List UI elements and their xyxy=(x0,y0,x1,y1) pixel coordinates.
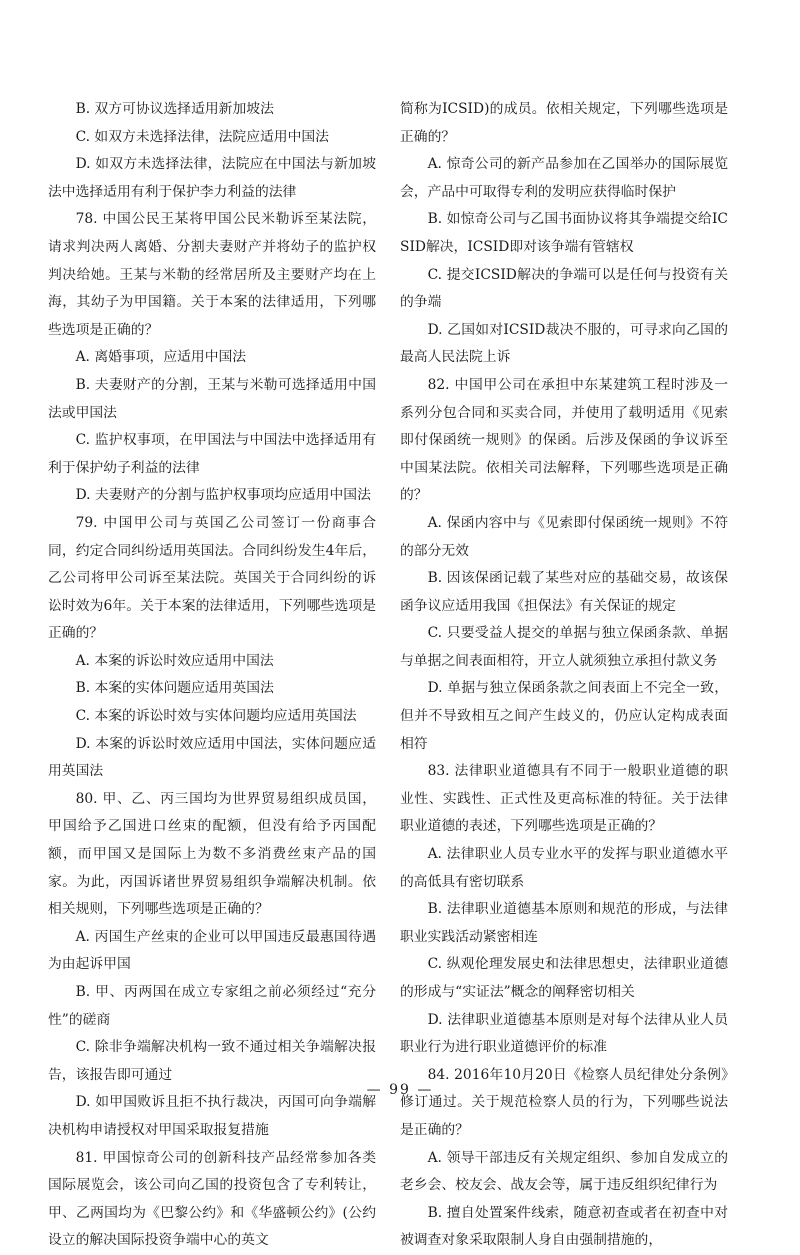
left-column-paragraph: B. 甲、丙两国在成立专家组之前必须经过“充分性”的磋商 xyxy=(48,984,376,1028)
left-column-paragraph: C. 本案的诉讼时效与实体问题均应适用英国法 xyxy=(75,708,357,725)
left-column-paragraph: 78. 中国公民王某将甲国公民米勒诉至某法院，请求判决两人离婚、分割夫妻财产并将幼子的监护权判决给她。王某与米勒的经常居所及主要财产均在上海，其幼子为甲国籍。关于本案的法律适用，下列哪些选项是正确的？ xyxy=(48,211,376,338)
right-column-paragraph: C. 只要受益人提交的单据与独立保函条款、单据与单据之间表面相符，开立人就须独立承担付款义务 xyxy=(400,625,728,669)
left-column-paragraph: D. 如甲国败诉且拒不执行裁决，丙国可向争端解决机构申请授权对甲国采取报复措施 xyxy=(48,1094,376,1138)
left-column-paragraph: A. 丙国生产丝束的企业可以甲国违反最惠国待遇为由起诉甲国 xyxy=(48,928,376,973)
left-column-paragraph: D. 如双方未选择法律，法院应在中国法与新加坡法中选择适用有利于保护李力利益的法律 xyxy=(48,156,376,200)
right-column-paragraph: B. 因该保函记载了某些对应的基础交易，故该保函争议应适用我国《担保法》有关保证的规定 xyxy=(400,570,728,614)
right-column-paragraph: 82. 中国甲公司在承担中东某建筑工程时涉及一系列分包合同和买卖合同，并使用了载明适用《见索即付保函统一规则》的保函。后涉及保函的争议诉至中国某法院。依相关司法解释，下列哪些选项是正确的？ xyxy=(400,376,728,504)
left-column-paragraph: B. 夫妻财产的分割，王某与米勒可选择适用中国法或甲国法 xyxy=(48,376,376,421)
left-column-paragraph: C. 如双方未选择法律，法院应适用中国法 xyxy=(75,128,329,145)
right-column-paragraph: A. 保函内容中与《见索即付保函统一规则》不符的部分无效 xyxy=(400,514,728,559)
left-column-paragraph: 79. 中国甲公司与英国乙公司签订一份商事合同，约定合同纠纷适用英国法。合同纠纷发生4年后，乙公司将甲公司诉至某法院。英国关于合同纠纷的诉讼时效为6年。关于本案的法律适用，下列哪些选项是正确的？ xyxy=(48,514,376,642)
left-column-paragraph: D. 夫妻财产的分割与监护权事项均应适用中国法 xyxy=(75,487,371,504)
right-column-paragraph: A. 惊奇公司的新产品参加在乙国举办的国际展览会，产品中可取得专利的发明应获得临时保护 xyxy=(400,156,728,200)
right-column-paragraph: A. 法律职业人员专业水平的发挥与职业道德水平的高低具有密切联系 xyxy=(400,846,728,890)
left-column-paragraph: B. 双方可协议选择适用新加坡法 xyxy=(75,101,274,117)
right-column-paragraph: D. 乙国如对ICSID裁决不服的，可寻求向乙国的最高人民法院上诉 xyxy=(400,321,728,366)
right-column-paragraph: 83. 法律职业道德具有不同于一般职业道德的职业性、实践性、正式性及更高标准的特征。关于法律职业道德的表述，下列哪些选项是正确的？ xyxy=(400,763,728,835)
left-column-paragraph: D. 本案的诉讼时效应适用中国法，实体问题应适用英国法 xyxy=(48,735,376,780)
right-column-paragraph: B. 如惊奇公司与乙国书面协议将其争端提交给ICSID解决，ICSID即对该争端有管辖权 xyxy=(400,211,728,255)
right-column-paragraph: C. 纵观伦理发展史和法律思想史，法律职业道德的形成与“实证法”概念的阐释密切相关 xyxy=(400,956,728,1000)
left-column-paragraph: C. 监护权事项，在甲国法与中国法中选择适用有利于保护幼子利益的法律 xyxy=(48,432,376,476)
left-column-paragraph: C. 除非争端解决机构一致不通过相关争端解决报告，该报告即可通过 xyxy=(48,1039,376,1083)
right-column-paragraph: D. 法律职业道德基本原则是对每个法律从业人员职业行为进行职业道德评价的标准 xyxy=(400,1011,728,1056)
right-column-paragraph: 简称为ICSID)的成员。依相关规定，下列哪些选项是正确的？ xyxy=(400,101,728,145)
right-column-paragraph: C. 提交ICSID解决的争端可以是任何与投资有关的争端 xyxy=(400,266,728,311)
left-column-paragraph: 81. 甲国惊奇公司的创新科技产品经常参加各类国际展览会，该公司向乙国的投资包含了专利转让，甲、乙两国均为《巴黎公约》和《华盛顿公约》(公约设立的解决国际投资争端中心的英文 xyxy=(48,1149,376,1249)
right-column-paragraph: D. 单据与独立保函条款之间表面上不完全一致，但并不导致相互之间产生歧义的，仍应认定构成表面相符 xyxy=(400,680,728,752)
left-column-paragraph: 80. 甲、乙、丙三国均为世界贸易组织成员国，甲国给予乙国进口丝束的配额，但没有给予丙国配额，而甲国又是国际上为数不多消费丝束产品的国家。为此，丙国诉诸世界贸易组织争端解决机制。依相关规则，下列哪些选项是正确的？ xyxy=(48,790,376,918)
left-column-paragraph: A. 本案的诉讼时效应适用中国法 xyxy=(75,652,274,669)
right-column-paragraph: A. 领导干部违反有关规定组织、参加自发成立的老乡会、校友会、战友会等，属于违反组织纪律行为 xyxy=(400,1149,728,1194)
right-column-paragraph: 84. 2016年10月20日《检察人员纪律处分条例》修订通过。关于规范检察人员的行为，下列哪些说法是正确的？ xyxy=(400,1066,728,1138)
page-number: — 99 — xyxy=(366,1082,434,1098)
right-column-paragraph: B. 擅自处置案件线索，随意初查或者在初查中对被调查对象采取限制人身自由强制措施的， xyxy=(400,1204,728,1249)
left-column-paragraph: A. 离婚事项，应适用中国法 xyxy=(75,349,247,366)
right-column-paragraph: B. 法律职业道德基本原则和规范的形成，与法律职业实践活动紧密相连 xyxy=(400,901,728,945)
left-column-paragraph: B. 本案的实体问题应适用英国法 xyxy=(75,680,274,697)
